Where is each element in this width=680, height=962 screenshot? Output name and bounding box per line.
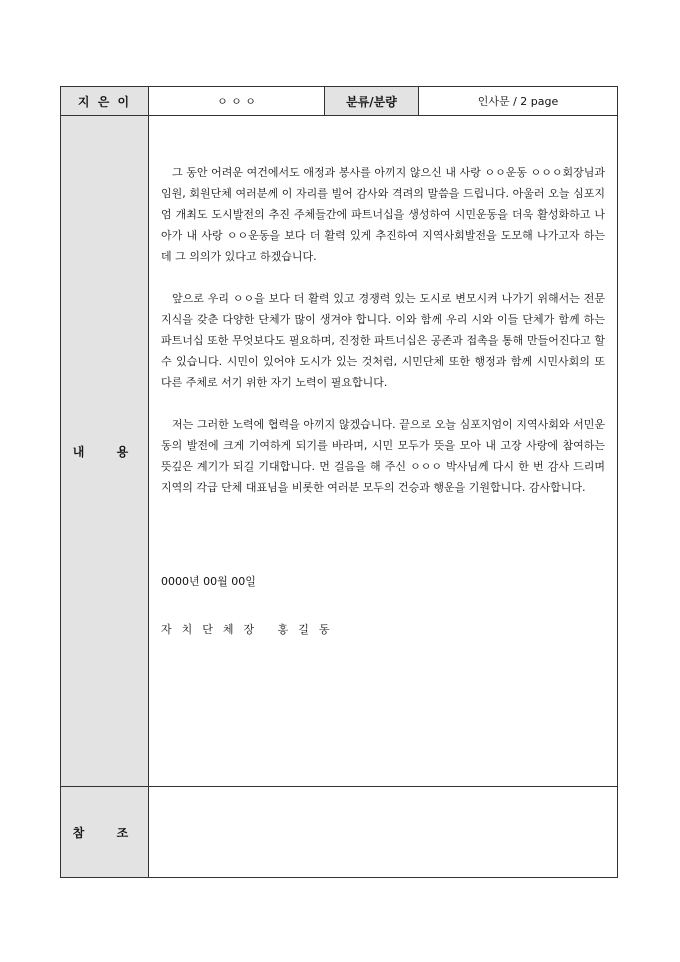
reference-value: [149, 787, 618, 878]
document-form-table: [60, 86, 618, 878]
reference-label: 참 조: [61, 787, 149, 878]
author-value: ㅇ ㅇ ㅇ: [149, 87, 325, 116]
author-label: 지 은 이: [61, 87, 149, 116]
content-label: 내 용: [61, 116, 149, 787]
date-line: 0000년 00월 00일: [161, 575, 256, 588]
paragraph-2: 앞으로 우리 ㅇㅇ을 보다 더 활력 있고 경쟁력 있는 도시로 변모시켜 나가기 위해서는 전문지식을 갖춘 다양한 단체가 많이 생겨야 합니다. 이와 함께 우리 시와 이들 단체가 함께 하는 파트너십 또한 무엇보다도 필요하며, 진정한 파트너십은 공존과 접촉을 통해 만들어진다고 할 수 있습니다. 시민이 있어야 도시가 있는 것처럼, 시민단체 또한 행정과 함께 시민사회의 또 다른 주체로 서기 위한 자기 노력이 필요합니다.: [161, 292, 605, 389]
signature-line: 자치단체장 홍길동: [161, 623, 340, 636]
header-row: [61, 87, 618, 116]
content-row: [61, 116, 618, 787]
content-body: [149, 116, 618, 787]
category-label: 분류/분량: [325, 87, 419, 116]
reference-row: [61, 787, 618, 878]
paragraph-3: 저는 그러한 노력에 협력을 아끼지 않겠습니다. 끝으로 오늘 심포지엄이 지역사회와 서민운동의 발전에 크게 기여하게 되기를 바라며, 시민 모두가 뜻을 모아 내 고장 사랑에 참여하는 뜻깊은 계기가 되길 기대합니다. 먼 걸음을 해 주신 ㅇㅇㅇ 박사님께 다시 한 번 감사 드리며 지역의 각급 단체 대표님을 비롯한 여러분 모두의 건승과 행운을 기원합니다. 감사합니다.: [161, 418, 605, 494]
paragraph-1: 그 동안 어려운 여건에서도 애정과 봉사를 아끼지 않으신 내 사랑 ㅇㅇ운동 ㅇㅇㅇ회장님과 임원, 회원단체 여러분께 이 자리를 빌어 감사와 격려의 말씀을 드립니다. 아울러 오늘 심포지엄 개최도 도시발전의 추진 주체들간에 파트너십을 생성하여 시민운동을 더욱 활성화하고 나아가 내 사랑 ㅇㅇ운동을 보다 더 활력 있게 추진하여 지역사회발전을 도모해 나가고자 하는데 그 의의가 있다고 하겠습니다.: [161, 166, 605, 263]
category-value: 인사문 / 2 page: [419, 87, 618, 116]
